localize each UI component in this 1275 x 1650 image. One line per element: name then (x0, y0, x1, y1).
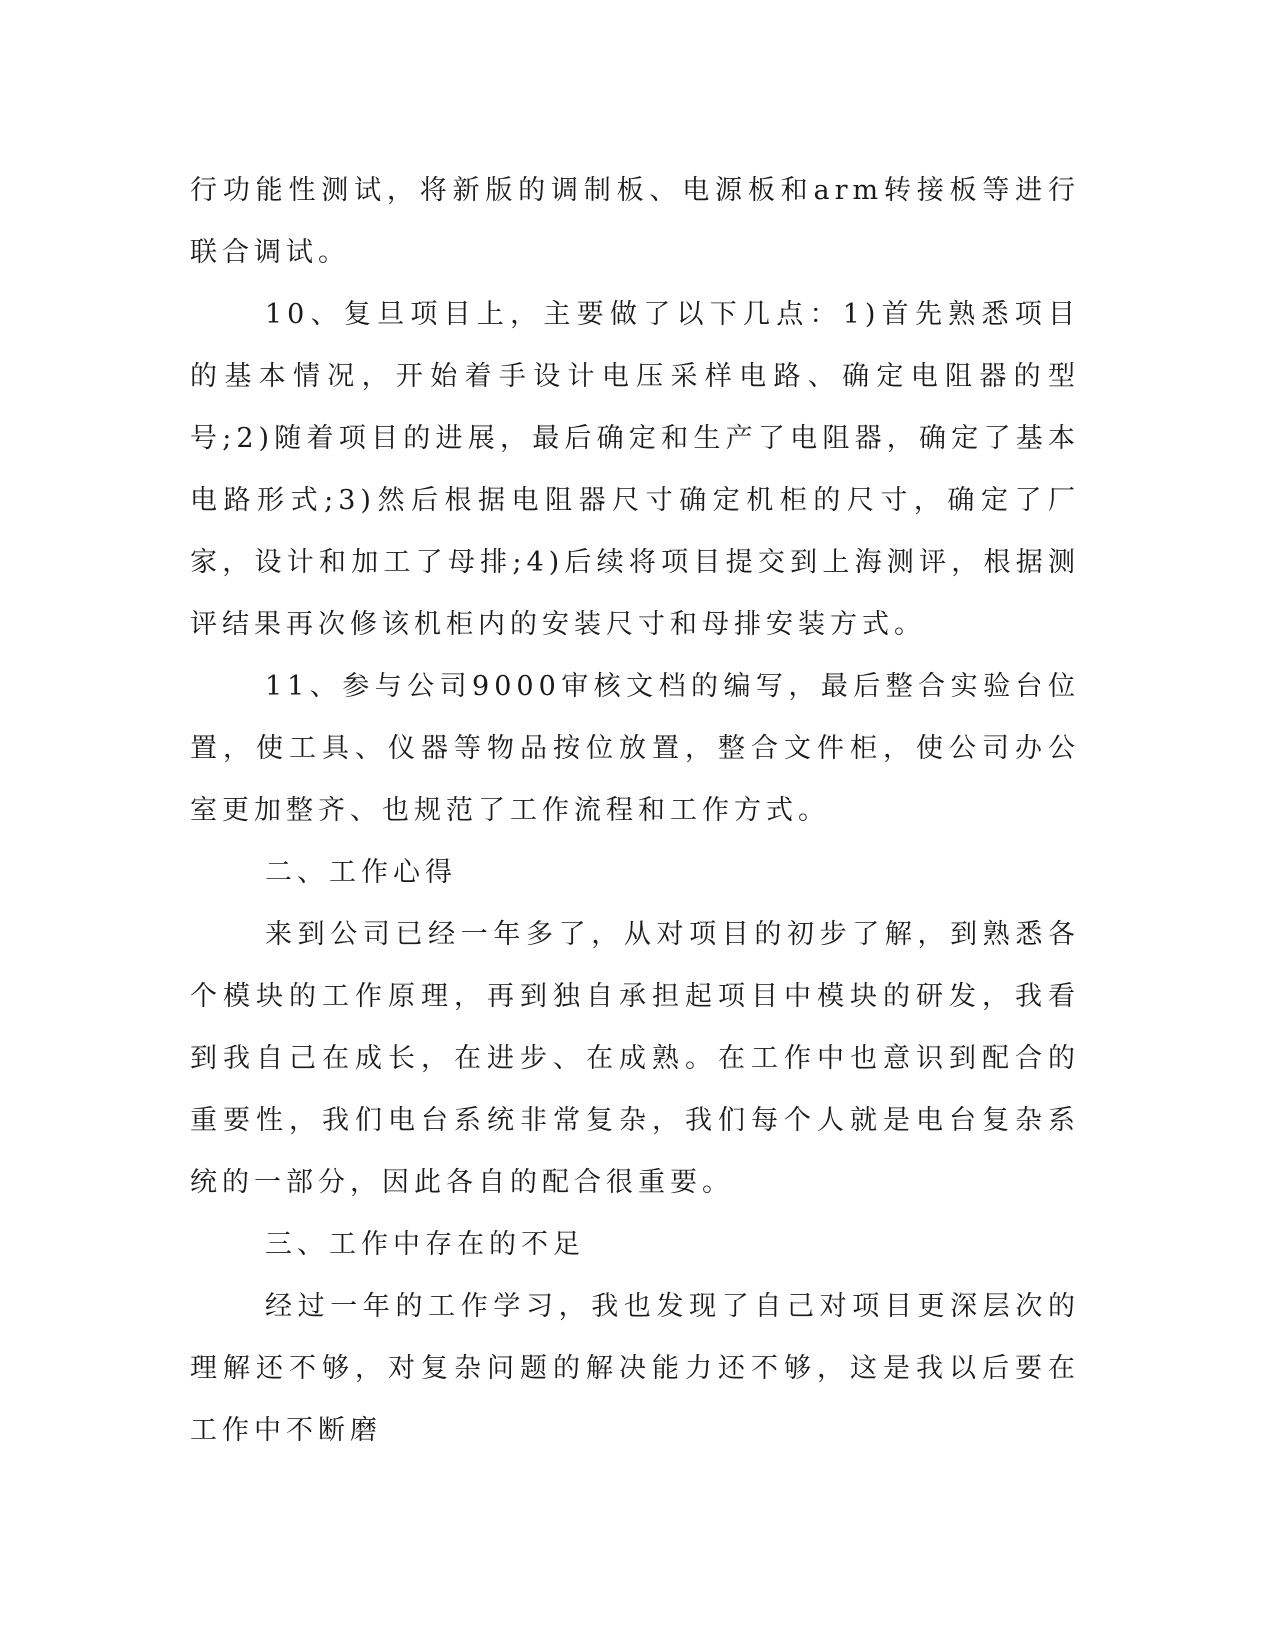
paragraph-work-insights: 来到公司已经一年多了，从对项目的初步了解，到熟悉各个模块的工作原理，再到独自承担起项目中模块的研发，我看到我自己在成长，在进步、在成熟。在工作中也意识到配合的重要性，我们电台系统非常复杂，我们每个人就是电台复杂系统的一部分，因此各自的配合很重要。 (190, 919, 1080, 1198)
section-heading-work-insights: 二、工作心得 (265, 857, 457, 888)
document-body (190, 160, 1080, 1462)
section-heading-shortcomings: 三、工作中存在的不足 (265, 1229, 585, 1260)
paragraph-shortcomings: 经过一年的工作学习，我也发现了自己对项目更深层次的理解还不够，对复杂问题的解决能力还不够，这是我以后要在工作中不断磨 (190, 1291, 1080, 1446)
paragraph-item-11: 11、参与公司9000审核文档的编写，最后整合实验台位置，使工具、仪器等物品按位放置，整合文件柜，使公司办公室更加整齐、也规范了工作流程和工作方式。 (190, 671, 1080, 826)
paragraph-item-10: 10、复旦项目上，主要做了以下几点：1)首先熟悉项目的基本情况，开始着手设计电压采样电路、确定电阻器的型号;2)随着项目的进展，最后确定和生产了电阻器，确定了基本电路形式;3)然后根据电阻器尺寸确定机柜的尺寸，确定了厂家，设计和加工了母排;4)后续将项目提交到上海测评，根据测评结果再次修该机柜内的安装尺寸和母排安装方式。 (190, 299, 1080, 640)
paragraph-continuation: 行功能性测试，将新版的调制板、电源板和arm转接板等进行联合调试。 (190, 175, 1080, 268)
